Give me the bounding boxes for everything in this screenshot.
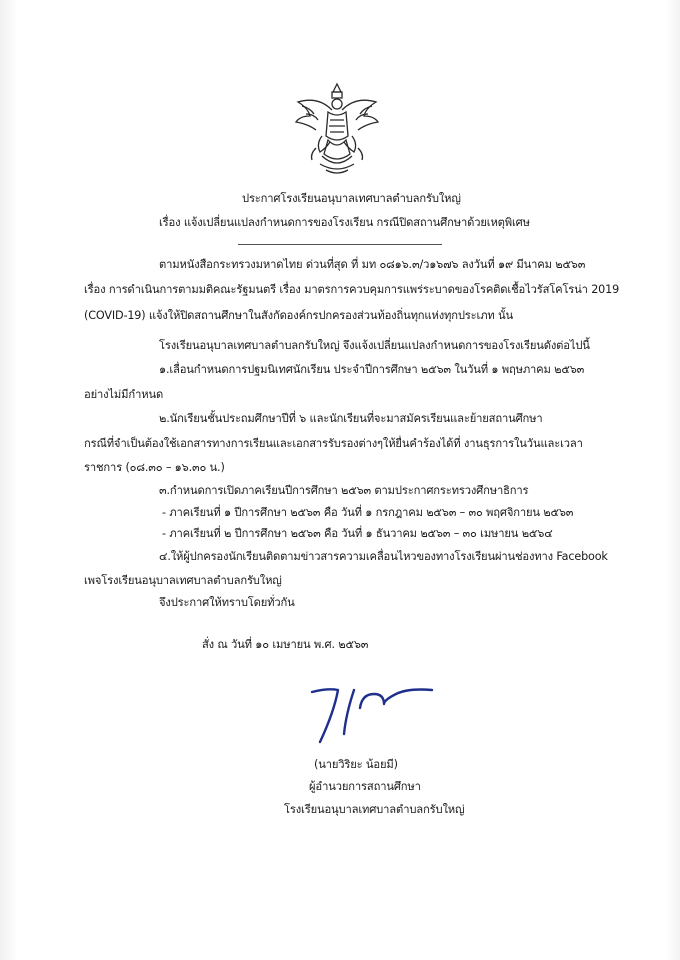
item-4-line-1: ๔.ให้ผู้ปกครองนักเรียนติดตามข่าวสารความเคลื่อนไหวของทางโรงเรียนผ่านช่องทาง Facebook bbox=[159, 550, 608, 563]
intro-line-3: (COVID-19) แจ้งให้ปิดสถานศึกษาในสังกัดองค์กรปกครองส่วนท้องถิ่นทุกแห่งทุกประเภท นั้น bbox=[84, 309, 514, 322]
item-1-line-1: ๑.เลื่อนกำหนดการปฐมนิเทศนักเรียน ประจำปีการศึกษา ๒๕๖๓ ในวันที่ ๑ พฤษภาคม ๒๕๖๓ bbox=[159, 363, 585, 376]
item-1-line-2: อย่างไม่มีกำหนด bbox=[84, 388, 164, 401]
item-4-line-2: เพจโรงเรียนอนุบาลเทศบาลตำบลกรับใหญ่ bbox=[84, 574, 282, 587]
item-3-term-1: - ภาคเรียนที่ ๑ ปีการศึกษา ๒๕๖๓ คือ วันที่ ๑ กรกฎาคม ๒๕๖๓ – ๓๐ พฤศจิกายน ๒๕๖๓ bbox=[162, 506, 574, 519]
item-3-term-2: - ภาคเรียนที่ ๒ ปีการศึกษา ๒๕๖๓ คือ วันที่ ๑ ธันวาคม ๒๕๖๓ – ๓๐ เมษายน ๒๕๖๔ bbox=[162, 527, 553, 540]
intro-line-1: ตามหนังสือกระทรวงมหาดไทย ด่วนที่สุด ที่ มท ๐๘๑๖.๓/ว๑๖๗๖ ลงวันที่ ๑๙ มีนาคม ๒๕๖๓ bbox=[159, 258, 586, 271]
item-2-line-3: ราชการ (๐๘.๓๐ – ๑๖.๓๐ น.) bbox=[84, 461, 225, 474]
announce-line: โรงเรียนอนุบาลเทศบาลตำบลกรับใหญ่ จึงแจ้งเปลี่ยนแปลงกำหนดการของโรงเรียนดังต่อไปนี้ bbox=[159, 339, 590, 352]
item-2-line-2: กรณีที่จำเป็นต้องใช้เอกสารทางการเรียนและเอกสารรับรองต่างๆให้ยื่นคำร้องได้ที่ งานธุรการในวันและเวลา bbox=[84, 437, 583, 450]
signer-organization: โรงเรียนอนุบาลเทศบาลตำบลกรับใหญ่ bbox=[284, 803, 465, 816]
handwritten-signature bbox=[310, 680, 450, 750]
item-2-line-1: ๒.นักเรียนชั้นประถมศึกษาปีที่ ๖ และนักเรียนที่จะมาสมัครเรียนและย้ายสถานศึกษา bbox=[159, 412, 543, 425]
garuda-emblem-icon bbox=[292, 78, 382, 178]
signer-name: (นายวิริยะ น้อยมี) bbox=[314, 758, 398, 771]
announcement-subject: เรื่อง แจ้งเปลี่ยนแปลงกำหนดการของโรงเรียน กรณีปิดสถานศึกษาด้วยเหตุพิเศษ bbox=[159, 216, 530, 229]
announcement-title: ประกาศโรงเรียนอนุบาลเทศบาลตำบลกรับใหญ่ bbox=[242, 192, 461, 205]
date-line: สั่ง ณ วันที่ ๑๐ เมษายน พ.ศ. ๒๕๖๓ bbox=[202, 638, 369, 651]
signer-position: ผู้อำนวยการสถานศึกษา bbox=[309, 780, 421, 793]
intro-line-2: เรื่อง การดำเนินการตามมติคณะรัฐมนตรี เรื่อง มาตรการควบคุมการแพร่ระบาดของโรคติดเชื้อไวรัสโคโรน่า 2019 bbox=[84, 283, 620, 296]
item-3-line-1: ๓.กำหนดการเปิดภาคเรียนปีการศึกษา ๒๕๖๓ ตามประกาศกระทรวงศึกษาธิการ bbox=[159, 484, 529, 497]
header-divider bbox=[238, 244, 442, 245]
closing-line: จึงประกาศให้ทราบโดยทั่วกัน bbox=[159, 596, 295, 609]
